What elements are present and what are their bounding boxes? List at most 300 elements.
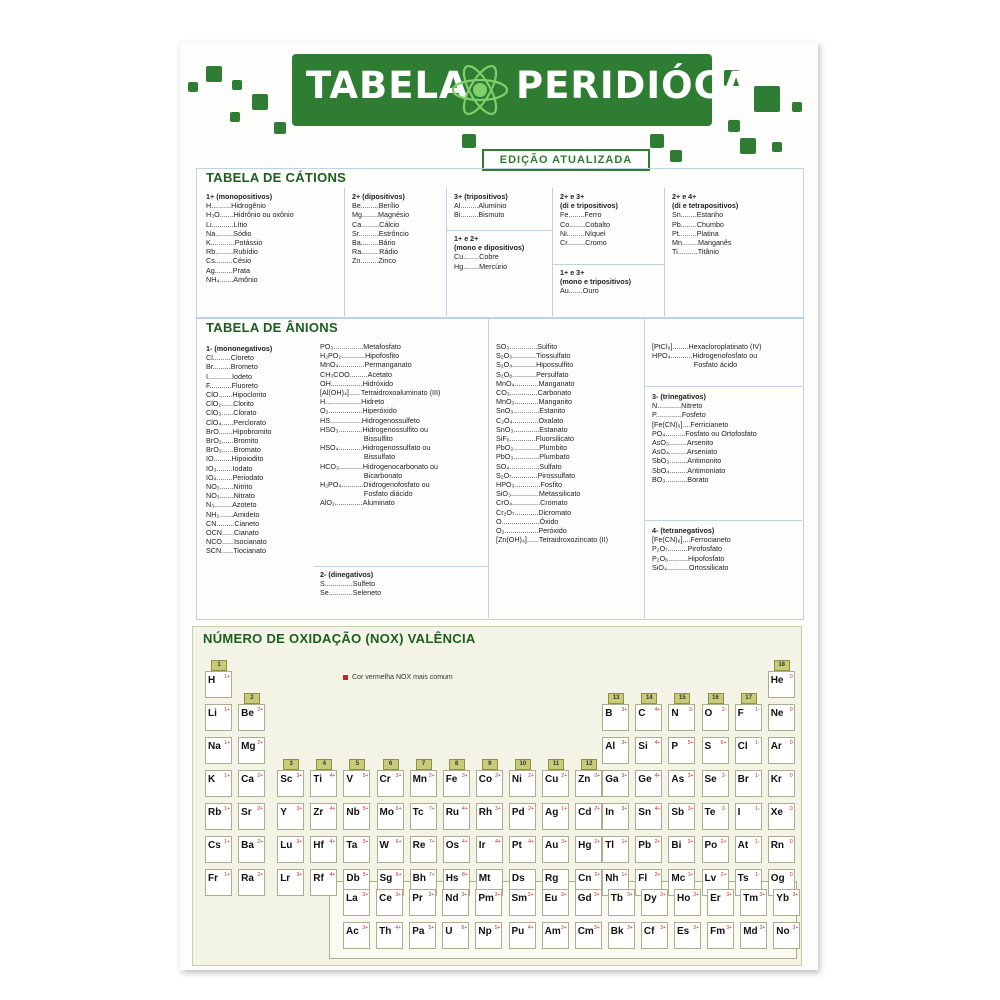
group-number-tag: 4 [316,759,332,770]
decor-square [740,138,756,154]
ion-entry: Cu........Cobre [454,252,499,262]
element-symbol: N [671,708,679,719]
element-cell [343,836,370,863]
element-nox: 0 [789,740,793,746]
cation-column [454,192,508,220]
element-symbol: Si [638,741,648,752]
ion-entry: Br.........Brometo [206,362,258,372]
ion-entry: ClO.......Hipoclorito [206,390,267,400]
element-symbol: Hf [313,840,324,851]
ion-entry: AsO₄.........Arseniato [652,447,718,457]
element-nox: 3+ [461,892,468,898]
ion-entry: Li...........Lítio [206,219,248,229]
element-nox: 1+ [224,872,230,878]
element-symbol: Ru [445,807,460,818]
element-cell [476,770,503,797]
ion-entry: MnO₄............Manganato [496,378,575,388]
anion-column [320,570,381,598]
element-nox: 4+ [527,925,534,931]
ion-entry: Cr.........Cromo [560,238,607,248]
element-nox: 3+ [296,872,303,878]
element-cell [575,803,602,830]
ion-entry: Bissulfito [320,434,393,444]
element-nox: 2+ [495,773,501,779]
ion-entry: I............Iodeto [206,371,252,381]
ion-entry: Ag.........Prata [206,265,250,275]
ion-entry: Ca.........Cálcio [352,219,400,229]
element-symbol: La [346,893,358,904]
anions-title: TABELA DE ÂNIONS [206,320,338,335]
element-cell [205,737,232,764]
element-nox: 3+ [621,773,628,779]
cations-title: TABELA DE CÁTIONS [206,170,347,185]
element-cell [476,836,503,863]
element-nox: 4+ [329,773,336,779]
nox-title: NÚMERO DE OXIDAÇÃO (NOX) VALÊNCIA [203,631,476,646]
element-cell [509,770,536,797]
element-symbol: Er [710,893,721,904]
element-symbol: Mn [412,774,428,785]
element-symbol: Ba [241,840,254,851]
element-symbol: Lu [280,840,293,851]
element-nox: 3+ [726,892,733,898]
legend-text: Cor vermelha NOX mais comum [352,674,453,681]
group-number-tag: 11 [548,759,564,770]
ion-entry: Fe........Ferro [560,210,602,220]
element-symbol: Nd [445,893,459,904]
element-cell [409,889,436,916]
ion-entry: P.............Fosfeto [652,410,706,420]
element-symbol: Og [770,873,785,884]
ion-entry: HSO₄............Hidrogenossulfato ou [320,443,431,453]
element-symbol: Pm [478,893,494,904]
element-cell [702,704,729,731]
element-symbol: Es [677,926,690,937]
ion-entry: Bi.........Bismuto [454,210,505,220]
element-nox: 1- [755,740,760,746]
ion-entry: Bissulfato [320,452,396,462]
ion-entry: CO₃..............Carbonato [496,388,572,398]
ion-entry: MnO₄.............Permanganato [320,360,412,370]
ion-entry: SiF₆.............Fluorsilicato [496,434,574,444]
ion-entry: PO₄..........Fosfato ou Ortofosfato [652,428,757,438]
element-nox: 5+ [362,773,369,779]
element-cell [542,770,569,797]
element-symbol: Dy [643,893,657,904]
element-symbol: Se [704,774,717,785]
cation-column [560,192,618,247]
element-cell [509,803,536,830]
element-symbol: Ts [737,873,749,884]
ion-entry: Al.........Alumínio [454,201,507,211]
column-heading: 2+ e 3+ [560,192,585,201]
anion-column [496,342,608,544]
element-nox: 2- [722,707,727,713]
element-symbol: K [208,774,216,785]
ion-entry: Sn........Estanho [672,210,724,220]
ion-entry: BrO.......Hipobromito [206,426,272,436]
decor-square [206,66,222,82]
decor-square [754,86,780,112]
element-cell [542,889,569,916]
element-nox: 1- [755,773,760,779]
element-cell [542,836,569,863]
element-cell [674,922,701,949]
ion-entry: ClO₄......Perclorato [206,417,267,427]
element-nox: 5+ [687,740,694,746]
element-symbol: He [770,675,784,686]
ion-entry: MnO₃............Manganito [496,397,573,407]
element-cell [205,836,232,863]
element-nox: 7+ [428,839,435,845]
element-symbol: Kr [770,774,782,785]
column-heading: 1+ e 2+ [454,234,479,243]
element-cell [343,803,370,830]
element-symbol: Ga [605,774,619,785]
element-nox: 2- [722,773,727,779]
element-symbol: Pu [511,926,525,937]
element-cell [668,770,695,797]
ion-entry: S..............Sulfeto [320,579,376,589]
ion-entry: SnO₃.............Estanato [496,424,568,434]
ion-entry: SiO₃..............Metassilicato [496,489,581,499]
element-nox: 5+ [428,925,435,931]
element-symbol: Yb [776,893,790,904]
element-cell [277,836,304,863]
element-cell [635,803,662,830]
element-nox: 1+ [621,839,628,845]
element-nox: 2+ [257,806,264,812]
element-symbol: B [605,708,613,719]
element-cell [475,889,502,916]
element-nox: 2+ [594,773,601,779]
element-nox: 3+ [792,892,799,898]
group-number-tag: 15 [674,693,690,704]
ion-entry: Co........Cobalto [560,219,610,229]
element-cell [575,770,602,797]
element-symbol: S [704,741,712,752]
element-nox: 3+ [495,806,501,812]
element-nox: 0 [789,872,793,878]
decor-square [772,142,782,152]
element-symbol: Ds [511,873,525,884]
element-symbol: Sn [638,807,652,818]
element-cell [310,836,337,863]
element-nox: 2+ [720,872,727,878]
ion-entry: S₂O₇.............Pirossulfato [496,470,576,480]
element-nox: 5+ [362,872,369,878]
element-symbol: Sm [511,893,528,904]
element-nox: 3+ [687,773,694,779]
element-nox: 7+ [428,872,435,878]
ion-entry: Hg........Mercúrio [454,261,508,271]
element-symbol: C [638,708,646,719]
element-nox: 5+ [362,806,369,812]
ion-entry: Fosfato ácido [652,360,738,370]
element-cell [476,803,503,830]
element-nox: 4+ [654,707,661,713]
ion-entry: BO₃...........Borato [652,474,709,484]
element-symbol: Gd [577,893,592,904]
element-symbol: Hg [578,840,592,851]
ion-entry: Mg........Magnésio [352,210,410,220]
element-symbol: O [704,708,713,719]
group-number-tag: 10 [515,759,531,770]
ion-entry: AsO₃.........Arsenito [652,438,714,448]
element-symbol: P [671,741,679,752]
element-cell [735,704,762,731]
element-nox: 6+ [395,872,402,878]
element-symbol: Ag [545,807,559,818]
element-cell [442,922,469,949]
group-number-tag: 1 [211,660,227,671]
element-cell [377,803,404,830]
anion-column [652,342,762,370]
element-symbol: Fe [445,774,458,785]
element-symbol: In [605,807,615,818]
column-heading: 3+ (tripositivos) [454,192,508,201]
element-symbol: Th [379,926,392,937]
ion-entry: NO₃.......Nitrato [206,491,255,501]
column-heading: 1- (mononegativos) [206,344,273,353]
element-nox: 4+ [461,806,468,812]
element-symbol: Tm [743,893,759,904]
element-cell [409,922,436,949]
ion-entry: Ba.........Bário [352,238,396,248]
element-cell [238,836,265,863]
ion-entry: OH................Hidróxido [320,378,394,388]
element-nox: 2+ [257,839,264,845]
element-cell [735,803,762,830]
element-cell [509,836,536,863]
element-nox: 3+ [759,892,766,898]
element-cell [442,889,469,916]
element-symbol: Ne [770,708,784,719]
element-symbol: Mt [478,873,491,884]
element-nox: 2+ [257,773,264,779]
element-nox: 4+ [495,839,501,845]
element-symbol: Ge [638,774,652,785]
element-cell [768,671,795,698]
element-nox: 3+ [296,839,303,845]
element-cell [674,889,701,916]
element-nox: 4+ [461,839,468,845]
element-symbol: Mg [241,741,256,752]
decor-square [670,150,682,162]
element-cell [641,889,668,916]
element-cell [635,836,662,863]
element-cell [707,889,734,916]
ion-entry: SbO₄.........Antimoniato [652,465,726,475]
decor-square [728,120,740,132]
element-cell [443,836,470,863]
element-nox: 4+ [329,839,336,845]
element-cell [707,922,734,949]
ion-entry: Pb........Chumbo [672,219,724,229]
ion-entry: [Al(OH)₄]......Tetraidroxoaluminato (III) [320,388,441,398]
element-nox: 2+ [720,839,727,845]
element-nox: 2+ [792,925,799,931]
element-nox: 3+ [296,773,303,779]
element-cell [205,803,232,830]
ion-entry: Fosfato diácido [320,489,413,499]
element-symbol: Rh [478,807,493,818]
element-nox: 4+ [654,806,661,812]
element-cell [773,922,800,949]
element-cell [668,803,695,830]
element-symbol: Cl [737,741,748,752]
group-number-tag: 9 [482,759,498,770]
element-cell [740,889,767,916]
ion-entry: ClO₂......Clorito [206,399,254,409]
group-number-tag: 14 [641,693,657,704]
anion-column [320,342,440,508]
element-nox: 3+ [395,892,402,898]
ion-entry: Mn........Manganês [672,238,732,248]
element-cell [238,737,265,764]
element-nox: 1+ [224,839,230,845]
element-nox: 3+ [660,892,666,898]
element-cell [735,737,762,764]
element-nox: 3- [688,707,694,713]
element-symbol: Be [241,708,254,719]
element-cell [635,770,662,797]
column-heading: 3- (trinegativos) [652,392,706,401]
ion-entry: Zn.........Zinco [352,256,396,266]
element-cell [575,889,602,916]
column-subheading: (di e tetrapositivos) [672,201,739,211]
ion-entry: H₂PO₄...........Diidrogenofosfato ou [320,480,430,490]
ion-entry: Ti..........Titânio [672,247,719,257]
element-nox: 3+ [527,892,534,898]
element-cell [740,922,767,949]
element-symbol: Ac [346,926,359,937]
element-cell [602,836,629,863]
element-nox: 2+ [654,839,661,845]
element-nox: 3+ [362,925,368,931]
element-symbol: Cd [578,807,592,818]
element-nox: 1+ [621,872,628,878]
element-symbol: Md [743,926,758,937]
element-cell [205,869,232,896]
ion-entry: SiO₄...........Ortossilicato [652,562,729,572]
element-cell [377,836,404,863]
element-nox: 2+ [257,740,264,746]
element-cell [602,704,629,731]
ion-entry: S₂O₈............Persulfato [496,369,569,379]
decor-square [252,94,268,110]
element-symbol: Ar [770,741,782,752]
element-nox: 1- [755,707,760,713]
decor-square [792,102,802,112]
cation-column [454,234,524,271]
ion-entry: BrO₃......Bromato [206,445,261,455]
group-number-tag: 8 [449,759,465,770]
element-nox: 1+ [224,806,230,812]
element-cell [238,770,265,797]
element-symbol: Tl [605,840,615,851]
element-nox: 3+ [560,892,567,898]
element-symbol: Ho [677,893,691,904]
atom-icon [450,60,510,120]
element-symbol: Sr [241,807,252,818]
ion-entry: IO.........Hipoiodito [206,454,264,464]
ion-entry: SO₄...............Sulfato [496,461,562,471]
decor-square [462,134,476,148]
ion-entry: OCN......Cianato [206,528,259,538]
element-cell [735,770,762,797]
element-cell [343,770,370,797]
element-symbol: Bh [412,873,426,884]
element-symbol: Pt [511,840,522,851]
element-symbol: Bi [671,840,682,851]
ion-entry: SnO₃.............Estanito [496,406,566,416]
decor-square [274,122,286,134]
ion-entry: PbO₃.............Plumbato [496,452,570,462]
element-cell [608,889,635,916]
group-number-tag: 12 [581,759,597,770]
ion-entry: O₂.................Hiperóxido [320,406,397,416]
element-symbol: Ta [346,840,358,851]
title-right: PERIDIÓCA [516,64,752,107]
element-cell [377,770,404,797]
ion-entry: Na.........Sódio [206,228,252,238]
element-nox: 1+ [224,674,230,680]
element-cell [238,869,265,896]
element-symbol: Tb [610,893,624,904]
element-nox: 2- [722,806,727,812]
group-number-tag: 3 [283,759,299,770]
element-cell [277,770,304,797]
ion-entry: NCO......Isocianato [206,537,267,547]
element-nox: 0 [789,674,793,680]
ion-entry: Ra.........Rádio [352,247,398,257]
group-number-tag: 17 [741,693,757,704]
element-symbol: U [445,926,453,937]
cation-column [352,192,409,266]
ion-entry: [Fe(CN)₆]....Ferricianeto [652,419,729,429]
periodic-table-poster [180,42,818,970]
title-left: TABELA [306,64,469,107]
element-symbol: Sc [280,774,293,785]
element-cell [641,922,668,949]
element-nox: 3+ [621,707,628,713]
element-nox: 3+ [494,892,501,898]
ion-entry: S₂O₄............Hipossulfito [496,360,574,370]
element-nox: 1- [755,806,760,812]
element-symbol: Cf [643,926,655,937]
element-cell [310,869,337,896]
element-nox: 1- [755,872,760,878]
element-cell [343,922,370,949]
ion-entry: [Fe(CN)₆]....Ferrocianeto [652,535,731,545]
group-number-tag: 16 [708,693,724,704]
column-heading: 1+ (monopositivos) [206,192,273,201]
group-number-tag: 13 [608,693,624,704]
ion-entry: NH₂.......Amideto [206,509,260,519]
element-cell [310,803,337,830]
element-symbol: I [737,807,741,818]
element-nox: 3+ [296,806,303,812]
element-nox: 3+ [621,740,628,746]
element-nox: 2+ [561,773,567,779]
element-cell [602,737,629,764]
group-number-tag: 18 [774,660,790,671]
ion-entry: IO₃........Iodato [206,463,253,473]
element-symbol: Fr [208,873,218,884]
element-nox: 1+ [224,707,230,713]
ion-entry: PbO₂.............Plumbito [496,443,568,453]
